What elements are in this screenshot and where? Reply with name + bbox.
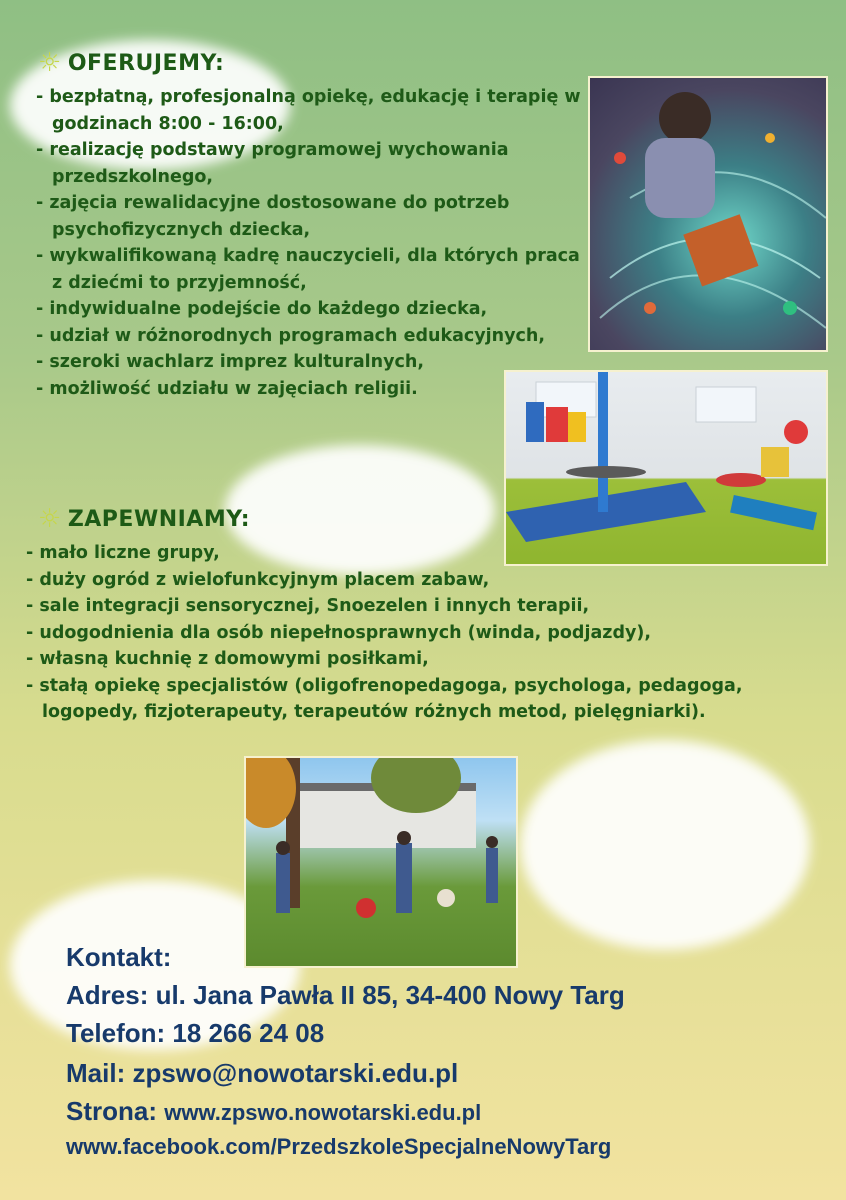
list-item: - realizację podstawy programowej wychowania przedszkolnego,: [36, 140, 509, 187]
offer-title-row: [38, 50, 224, 76]
contact-address: Adres: ul. Jana Pawła II 85, 34-400 Nowy Targ: [66, 980, 625, 1010]
offer-list: [36, 84, 591, 402]
contact-phone: Telefon: 18 266 24 08: [66, 1018, 325, 1048]
list-item: - wykwalifikowaną kadrę nauczycieli, dla których praca z dziećmi to przyjemność,: [36, 246, 580, 293]
contact-site: [66, 1096, 481, 1127]
list-item: - własną kuchnię z domowymi posiłkami,: [26, 649, 429, 669]
list-item: - zajęcia rewalidacyjne dostosowane do potrzeb psychofizycznych dziecka,: [36, 193, 510, 240]
photo-therapy-gym: [504, 370, 828, 566]
list-item: - szeroki wachlarz imprez kulturalnych,: [36, 352, 424, 372]
provide-title-row: [38, 506, 250, 532]
list-item: - możliwość udziału w zajęciach religii.: [36, 378, 418, 399]
contact-site-label: Strona:: [66, 1096, 157, 1126]
provide-list: [26, 540, 766, 726]
contact-site-link[interactable]: www.zpswo.nowotarski.edu.pl: [164, 1100, 482, 1125]
sun-icon: ☼: [38, 504, 62, 534]
contact-mail[interactable]: Mail: zpswo@nowotarski.edu.pl: [66, 1058, 459, 1088]
list-item: - mało liczne grupy,: [26, 543, 220, 563]
contact-heading: Kontakt:: [66, 942, 172, 972]
provide-title: ZAPEWNIAMY:: [67, 506, 251, 532]
list-item: - udział w różnorodnych programach edukacyjnych,: [36, 325, 546, 346]
list-item: - bezpłatną, profesjonalną opiekę, edukację i terapię w godzinach 8:00 - 16:00,: [36, 87, 581, 134]
photo-sensory-room: [588, 76, 828, 352]
offer-title: OFERUJEMY:: [67, 50, 225, 76]
list-item: - sale integracji sensorycznej, Snoezelen i innych terapii,: [26, 596, 590, 616]
sun-icon: ☼: [38, 48, 62, 78]
cloud-right: [520, 740, 810, 950]
list-item: - indywidualne podejście do każdego dziecka,: [36, 299, 488, 319]
list-item: - duży ogród z wielofunkcyjnym placem zabaw,: [26, 569, 490, 590]
photo-garden: [244, 756, 518, 968]
list-item: - stałą opiekę specjalistów (oligofrenopedagoga, psychologa, pedagoga, logopedy, fizjoterapeuty, terapeutów różnych metod, pielęgniarki).: [26, 675, 743, 722]
contact-facebook-link[interactable]: www.facebook.com/PrzedszkoleSpecjalneNowyTarg: [66, 1134, 612, 1159]
list-item: - udogodnienia dla osób niepełnosprawnych (winda, podjazdy),: [26, 622, 652, 643]
